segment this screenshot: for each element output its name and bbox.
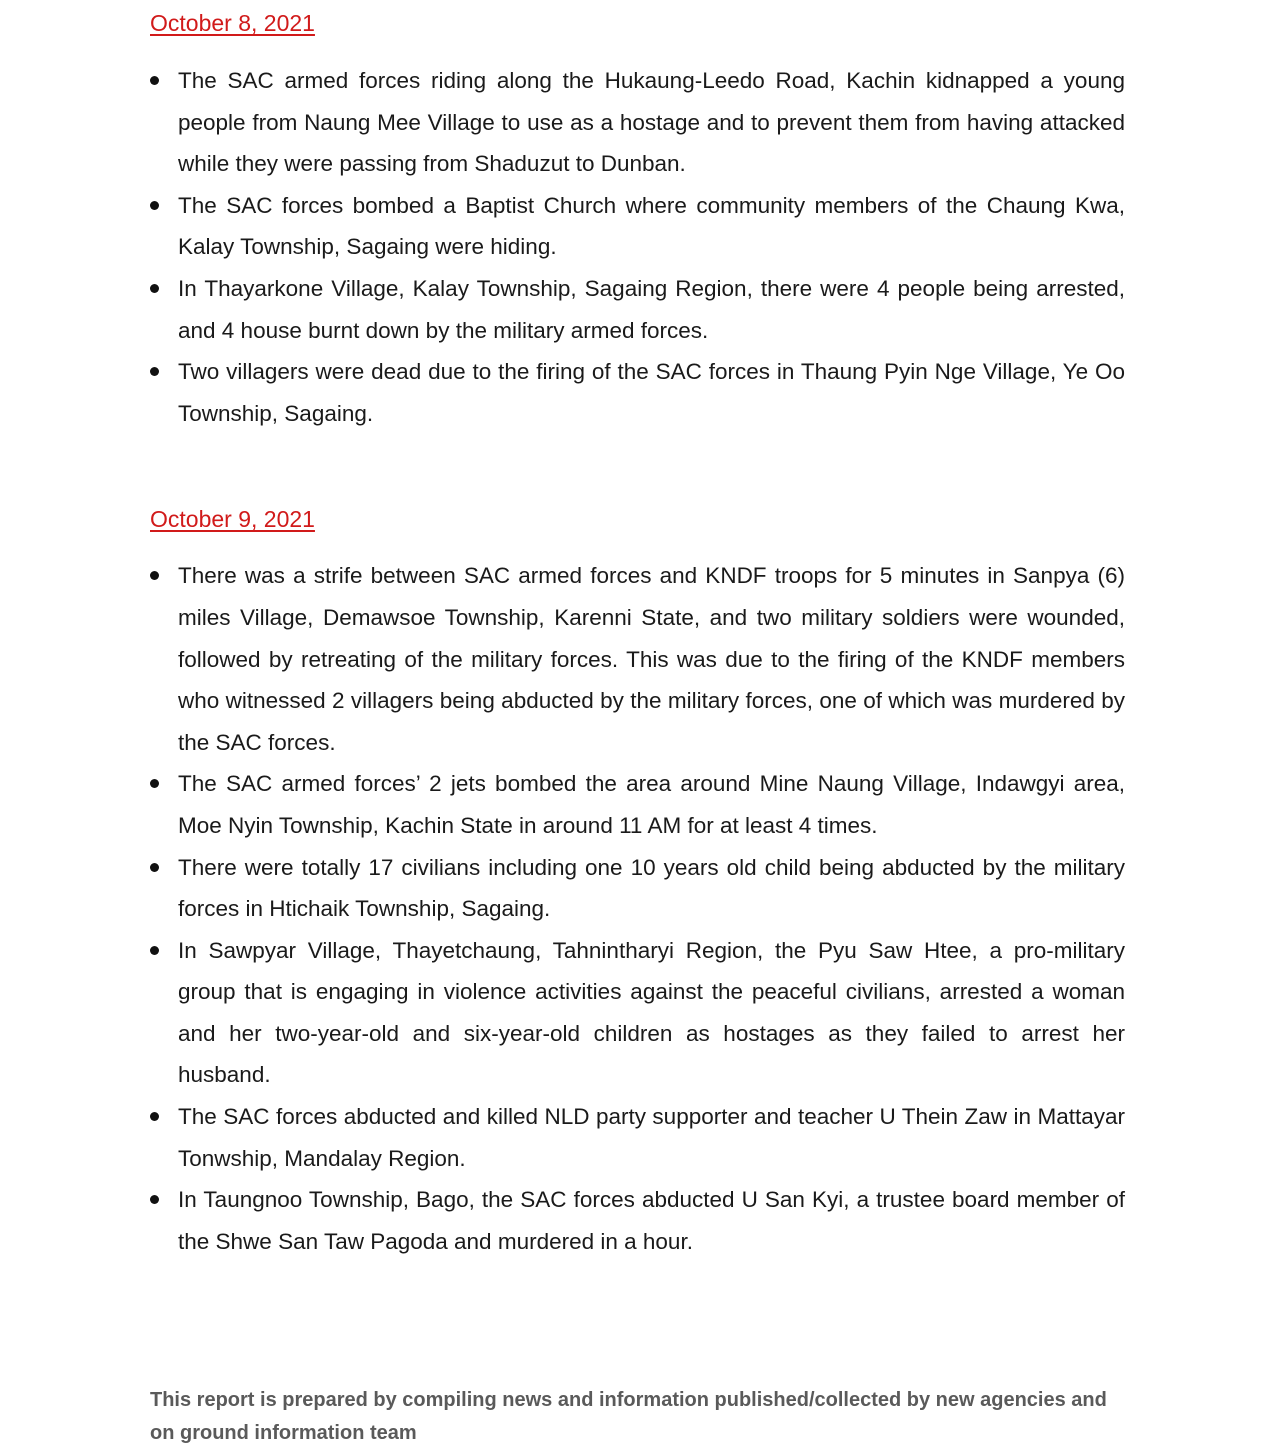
event-item xyxy=(150,268,1125,351)
event-text: In Taungnoo Township, Bago, the SAC forces abducted U San Kyi, a trustee board member of the Shwe San Taw Pagoda and murdered in a hour. xyxy=(178,1187,1125,1254)
bullet-icon xyxy=(150,779,159,788)
document-page xyxy=(150,0,1125,1262)
bullet-icon xyxy=(150,76,159,85)
event-item xyxy=(150,185,1125,268)
bullet-icon xyxy=(150,1195,159,1204)
event-item xyxy=(150,1096,1125,1179)
event-item xyxy=(150,555,1125,763)
event-text: In Sawpyar Village, Thayetchaung, Tahnintharyi Region, the Pyu Saw Htee, a pro-military group that is engaging in violence activities against the peaceful civilians, arrested a woman and her two-year-old and six-year-old children as hostages as they failed to arrest her husband. xyxy=(178,937,1125,1088)
event-list xyxy=(150,60,1125,434)
bullet-icon xyxy=(150,284,159,293)
event-text: There were totally 17 civilians including one 10 years old child being abducted by the military forces in Htichaik Township, Sagaing. xyxy=(178,854,1125,922)
event-item xyxy=(150,60,1125,185)
event-text: Two villagers were dead due to the firing of the SAC forces in Thaung Pyin Nge Village, Ye Oo Township, Sagaing. xyxy=(178,359,1125,426)
event-text: There was a strife between SAC armed forces and KNDF troops for 5 minutes in Sanpya (6) miles Village, Demawsoe Township, Karenni State, and two military soldiers were wounded, followed by retreating of the military forces. This was due to the firing of the KNDF members who witnessed 2 villagers being abducted by the military forces, one of which was murdered by the SAC forces. xyxy=(178,563,1125,755)
event-text: The SAC armed forces’ 2 jets bombed the area around Mine Naung Village, Indawgyi area, Moe Nyin Township, Kachin State in around 11 AM for at least 4 times. xyxy=(178,771,1125,838)
report-footer-note: This report is prepared by compiling news and information published/collected by new agencies and on ground information team xyxy=(150,1389,1107,1444)
bullet-icon xyxy=(150,201,159,210)
event-text: The SAC forces bombed a Baptist Church where community members of the Chaung Kwa, Kalay Township, Sagaing were hiding. xyxy=(178,192,1125,260)
date-heading: October 8, 2021 xyxy=(150,10,315,36)
bullet-icon xyxy=(150,1112,159,1121)
bullet-icon xyxy=(150,367,159,376)
date-section xyxy=(150,0,1125,434)
event-item xyxy=(150,351,1125,434)
event-text: The SAC armed forces riding along the Hukaung-Leedo Road, Kachin kidnapped a young people from Naung Mee Village to use as a hostage and to prevent them from having attacked while they were passing from Shaduzut to Dunban. xyxy=(178,68,1125,177)
bullet-icon xyxy=(150,946,159,955)
bullet-icon xyxy=(150,863,159,872)
date-heading: October 9, 2021 xyxy=(150,506,315,533)
event-text: In Thayarkone Village, Kalay Township, Sagaing Region, there were 4 people being arrested, and 4 house burnt down by the military armed forces. xyxy=(178,275,1125,343)
event-item xyxy=(150,1179,1125,1262)
bullet-icon xyxy=(150,571,159,580)
event-item xyxy=(150,763,1125,846)
event-text: The SAC forces abducted and killed NLD party supporter and teacher U Thein Zaw in Mattayar Tonwship, Mandalay Region. xyxy=(178,1104,1125,1171)
event-item xyxy=(150,930,1125,1096)
event-item xyxy=(150,847,1125,930)
date-section xyxy=(150,504,1125,1262)
event-list xyxy=(150,555,1125,1262)
